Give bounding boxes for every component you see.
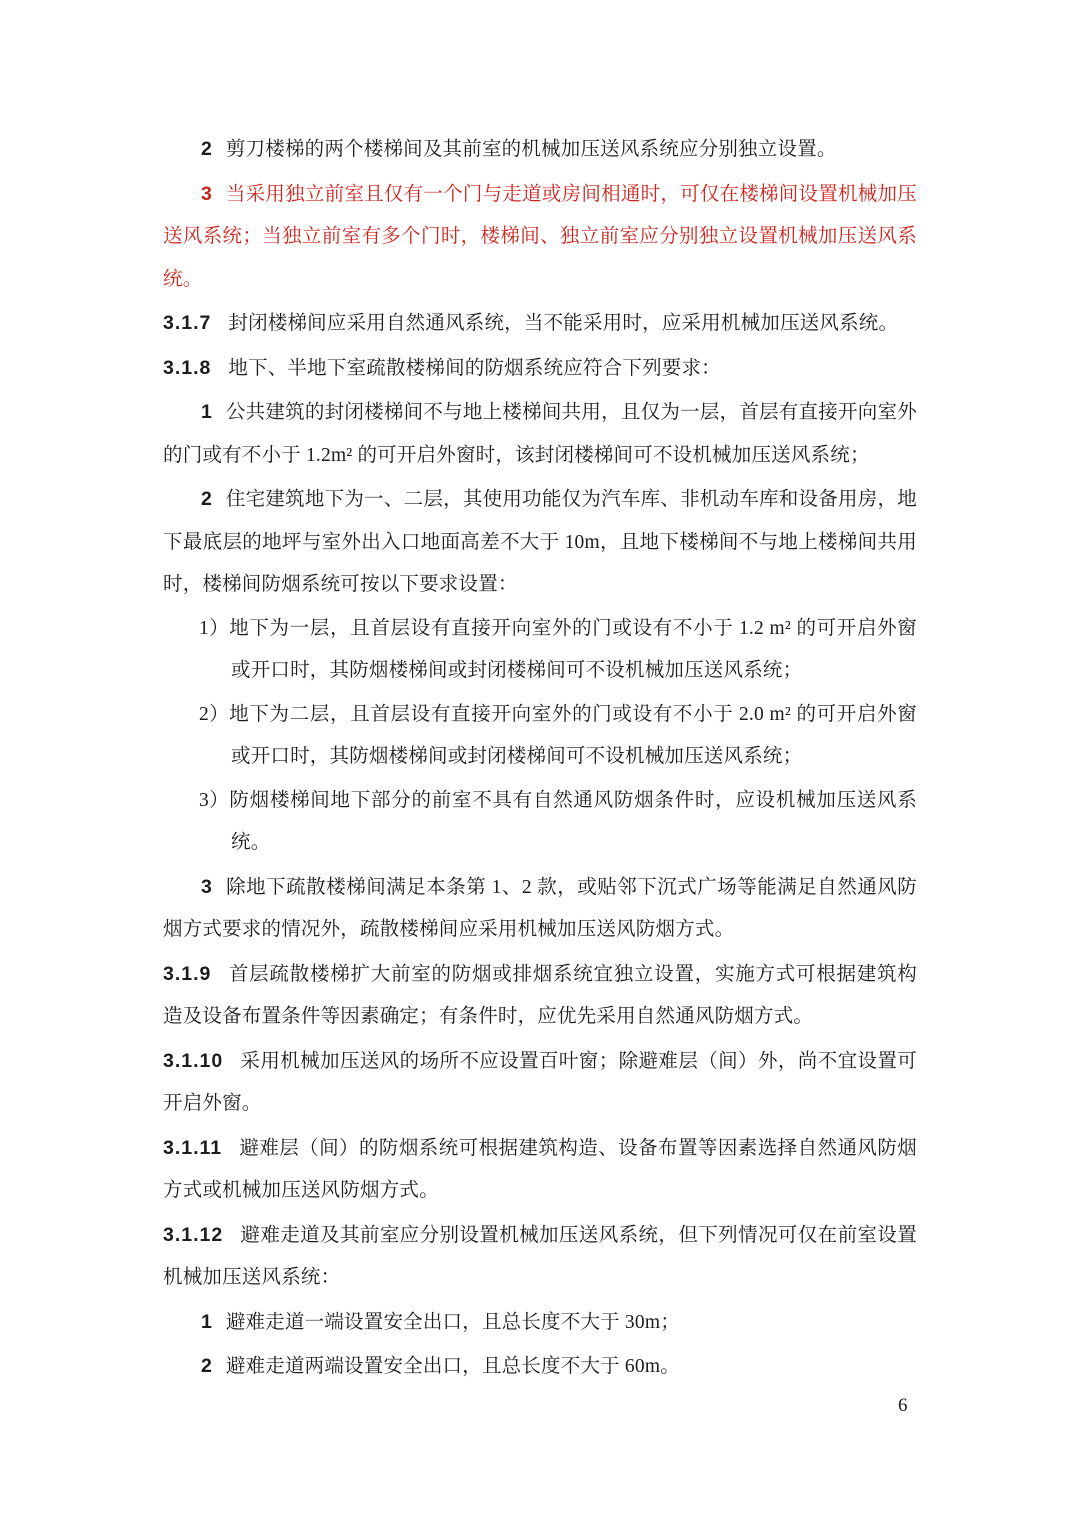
clause-subitem	[163, 608, 917, 693]
clause-item-number: 3	[201, 182, 213, 205]
clause-3-1-9	[163, 953, 917, 1039]
clause-number: 3.1.9	[163, 962, 212, 985]
page-number: 6	[898, 1395, 908, 1416]
clause-subitem-number: 1）	[199, 617, 230, 639]
clause-item	[163, 478, 917, 607]
document-body	[163, 128, 917, 1390]
clause-item-number: 2	[201, 488, 213, 510]
clause-text: 首层疏散楼梯扩大前室的防烟或排烟系统宜独立设置，实施方式可根据建筑构造及设备布置条件等因素确定；有条件时，应优先采用自然通风防烟方式。	[163, 963, 917, 1027]
clause-text: 避难层（间）的防烟系统可根据建筑构造、设备布置等因素选择自然通风防烟方式或机械加压送风防烟方式。	[163, 1137, 917, 1201]
clause-number: 3.1.7	[163, 312, 212, 334]
clause-text: 采用机械加压送风的场所不应设置百叶窗；除避难层（间）外，尚不宜设置可开启外窗。	[163, 1050, 917, 1114]
clause-subitem	[163, 694, 917, 779]
clause-item	[163, 391, 917, 477]
clause-number: 3.1.11	[163, 1136, 223, 1159]
clause-number: 3.1.8	[163, 356, 212, 379]
clause-number: 3.1.12	[163, 1223, 224, 1246]
clause-subitem-number: 2）	[199, 703, 230, 725]
clause-subitem-text: 地下为一层，且首层设有直接开向室外的门或设有不小于 1.2 m² 的可开启外窗或开口时，其防烟楼梯间或封闭楼梯间可不设机械加压送风系统；	[229, 617, 917, 681]
clause-subitem-text: 防烟楼梯间地下部分的前室不具有自然通风防烟条件时，应设机械加压送风系统。	[229, 789, 917, 853]
clause-item	[163, 866, 917, 952]
clause-3-1-8	[163, 347, 917, 391]
clause-3-1-10	[163, 1040, 917, 1126]
clause-item-text: 避难走道一端设置安全出口，且总长度不大于 30m；	[225, 1311, 680, 1333]
clause-item-text: 住宅建筑地下为一、二层，其使用功能仅为汽车库、非机动车库和设备用房，地下最底层的地坪与室外出入口地面高差不大于 10m，且地下楼梯间不与地上楼梯间共用时，楼梯间防烟系统可按以下要求设置：	[163, 489, 917, 595]
clause-subitem-number: 3）	[199, 789, 230, 811]
clause-item-revision	[163, 173, 917, 302]
clause-item-number: 1	[201, 401, 213, 423]
clause-3-1-11	[163, 1127, 917, 1213]
clause-text: 地下、半地下室疏散楼梯间的防烟系统应符合下列要求：	[228, 357, 721, 379]
clause-item	[163, 128, 917, 172]
clause-item-number: 2	[201, 138, 213, 160]
clause-subitem-text: 地下为二层，且首层设有直接开向室外的门或设有不小于 2.0 m² 的可开启外窗或开口时，其防烟楼梯间或封闭楼梯间可不设机械加压送风系统；	[229, 703, 917, 767]
clause-text: 避难走道及其前室应分别设置机械加压送风系统，但下列情况可仅在前室设置机械加压送风系统：	[163, 1224, 917, 1288]
clause-3-1-12	[163, 1214, 917, 1300]
clause-item-number: 2	[201, 1355, 213, 1377]
clause-text: 封闭楼梯间应采用自然通风系统，当不能采用时，应采用机械加压送风系统。	[228, 313, 899, 334]
clause-item-text: 剪刀楼梯的两个楼梯间及其前室的机械加压送风系统应分别独立设置。	[225, 139, 837, 160]
clause-item-text: 当采用独立前室且仅有一个门与走道或房间相通时，可仅在楼梯间设置机械加压送风系统；当独立前室有多个门时，楼梯间、独立前室应分别独立设置机械加压送风系统。	[163, 183, 917, 290]
clause-item	[163, 1301, 917, 1345]
clause-number: 3.1.10	[163, 1049, 224, 1072]
clause-item-number: 1	[201, 1310, 213, 1333]
clause-item-text: 避难走道两端设置安全出口，且总长度不大于 60m。	[225, 1356, 680, 1377]
clause-subitem	[163, 780, 917, 865]
clause-item-text: 公共建筑的封闭楼梯间不与地上楼梯间共用，且仅为一层，首层有直接开向室外的门或有不小于 1.2m² 的可开启外窗时，该封闭楼梯间可不设机械加压送风系统；	[163, 402, 917, 466]
clause-item	[163, 1345, 917, 1389]
clause-item-text: 除地下疏散楼梯间满足本条第 1、2 款，或贴邻下沉式广场等能满足自然通风防烟方式要求的情况外，疏散楼梯间应采用机械加压送风防烟方式。	[163, 876, 917, 940]
clause-3-1-7	[163, 302, 917, 346]
clause-item-number: 3	[201, 875, 213, 898]
